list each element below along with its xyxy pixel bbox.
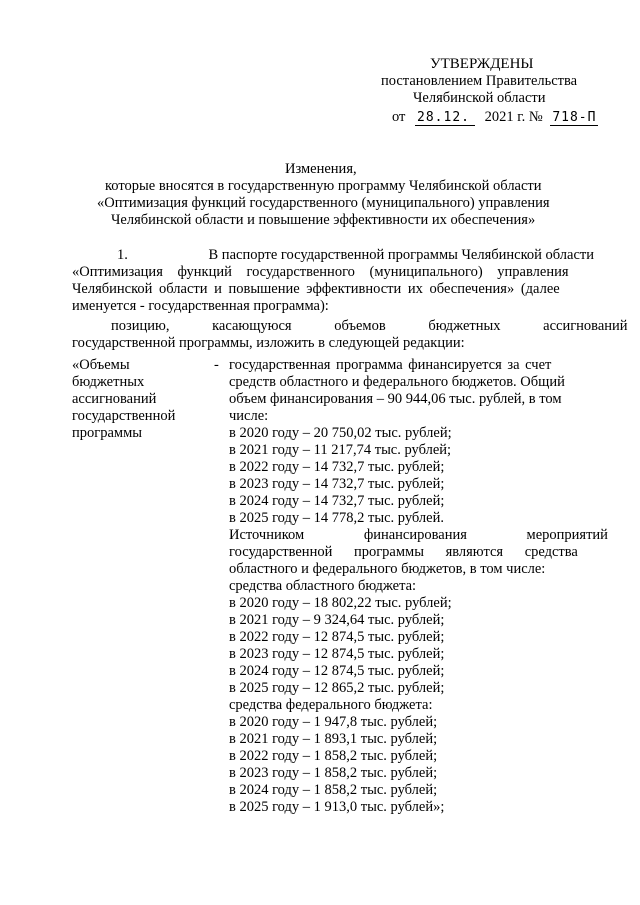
approval-number: 718-П	[552, 110, 597, 125]
total-2025: в 2025 году – 14 778,2 тыс. рублей.	[229, 510, 444, 526]
federal-2022: в 2022 году – 1 858,2 тыс. рублей;	[229, 748, 438, 764]
title-line-1: Изменения,	[285, 161, 357, 177]
total-2021: в 2021 году – 11 217,74 тыс. рублей;	[229, 442, 452, 458]
regional-2024: в 2024 году – 12 874,5 тыс. рублей;	[229, 663, 445, 679]
title-line-2: которые вносятся в государственную программу Челябинской области	[105, 178, 542, 194]
regional-2021: в 2021 году – 9 324,64 тыс. рублей;	[229, 612, 445, 628]
federal-2023: в 2023 году – 1 858,2 тыс. рублей;	[229, 765, 438, 781]
federal-2025: в 2025 году – 1 913,0 тыс. рублей»;	[229, 799, 445, 815]
para1-line-4: именуется - государственная программа):	[72, 298, 329, 314]
federal-label: средства федерального бюджета:	[229, 697, 433, 713]
title-line-3: «Оптимизация функций государственного (муниципального) управления	[97, 195, 550, 211]
intro-line-1: государственная программа финансируется за счет	[229, 357, 552, 373]
regional-2025: в 2025 году – 12 865,2 тыс. рублей;	[229, 680, 445, 696]
regional-2022: в 2022 году – 12 874,5 тыс. рублей;	[229, 629, 445, 645]
table-left-1: «Объемы	[72, 357, 130, 373]
table-dash: -	[214, 357, 219, 373]
table-left-5: программы	[72, 425, 142, 441]
sources-line-2: государственной программы являются средства	[229, 544, 578, 560]
total-2020: в 2020 году – 20 750,02 тыс. рублей;	[229, 425, 452, 441]
sources-line-3: областного и федерального бюджетов, в том числе:	[229, 561, 546, 577]
sources-line-1: Источником финансирования мероприятий	[229, 527, 608, 543]
intro-line-3: объем финансирования – 90 944,06 тыс. рублей, в том	[229, 391, 562, 407]
para2-line-1: позицию, касающуюся объемов бюджетных ассигнований	[111, 318, 628, 334]
federal-2020: в 2020 году – 1 947,8 тыс. рублей;	[229, 714, 438, 730]
para1-line-2: «Оптимизация функций государственного (муниципального) управления	[72, 264, 569, 280]
table-left-2: бюджетных	[72, 374, 145, 390]
regional-label: средства областного бюджета:	[229, 578, 417, 594]
intro-line-4: числе:	[229, 408, 269, 424]
para1-number: 1.	[117, 247, 128, 263]
from-label: от	[392, 109, 406, 125]
para1-line-1	[117, 247, 594, 264]
total-2022: в 2022 году – 14 732,7 тыс. рублей;	[229, 459, 445, 475]
table-left-4: государственной	[72, 408, 176, 424]
approval-date-line	[392, 109, 598, 126]
federal-2024: в 2024 году – 1 858,2 тыс. рублей;	[229, 782, 438, 798]
federal-2021: в 2021 году – 1 893,1 тыс. рублей;	[229, 731, 438, 747]
approval-line-3: Челябинской области	[413, 90, 546, 106]
total-2024: в 2024 году – 14 732,7 тыс. рублей;	[229, 493, 445, 509]
approval-year: 2021 г. №	[484, 109, 543, 125]
para1-line-1-text: В паспорте государственной программы Челябинской области	[208, 247, 594, 263]
approval-date: 28.12.	[415, 111, 475, 126]
table-left-3: ассигнований	[72, 391, 157, 407]
approval-line-2: постановлением Правительства	[381, 73, 578, 89]
para2-line-2: государственной программы, изложить в следующей редакции:	[72, 335, 465, 351]
regional-2020: в 2020 году – 18 802,22 тыс. рублей;	[229, 595, 452, 611]
regional-2023: в 2023 году – 12 874,5 тыс. рублей;	[229, 646, 445, 662]
title-line-4: Челябинской области и повышение эффективности их обеспечения»	[111, 212, 536, 228]
intro-line-2: средств областного и федерального бюджетов. Общий	[229, 374, 565, 390]
total-2023: в 2023 году – 14 732,7 тыс. рублей;	[229, 476, 445, 492]
approval-heading: УТВЕРЖДЕНЫ	[430, 56, 534, 72]
para1-line-3: Челябинской области и повышение эффективности их обеспечения» (далее	[72, 281, 560, 297]
